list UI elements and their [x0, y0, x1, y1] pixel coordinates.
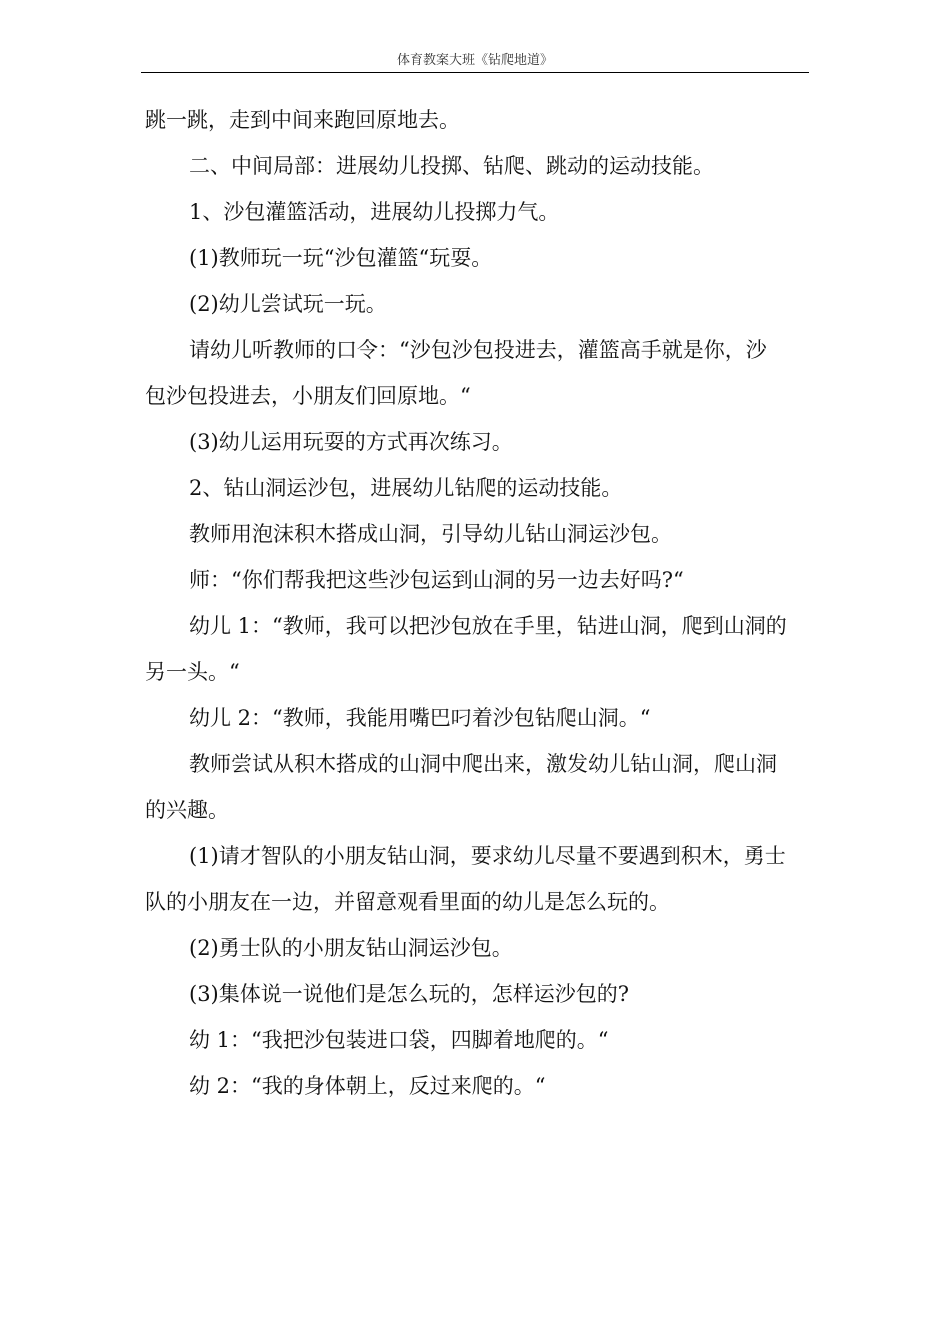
text-line: (1)教师玩一玩“沙包灌篮“玩耍。	[189, 246, 493, 270]
page-header-title: 体育教案大班《钻爬地道》	[396, 53, 553, 68]
text-line: 幼 2：“我的身体朝上，反过来爬的。“	[189, 1074, 546, 1098]
text-line: 包沙包投进去，小朋友们回原地。“	[145, 384, 471, 408]
text-line: 幼儿 2：“教师，我能用嘴巴叼着沙包钻爬山洞。“	[189, 706, 651, 730]
document-body	[145, 99, 809, 1111]
activity-heading: 2、钻山洞运沙包，进展幼儿钻爬的运动技能。	[189, 476, 623, 500]
text-line: 教师尝试从积木搭成的山洞中爬出来，激发幼儿钻山洞，爬山洞	[189, 752, 777, 776]
text-line: (1)请才智队的小朋友钻山洞，要求幼儿尽量不要遇到积木，勇士	[189, 844, 786, 868]
text-line: (3)集体说一说他们是怎么玩的，怎样运沙包的?	[189, 982, 630, 1006]
text-line: 请幼儿听教师的口令：“沙包沙包投进去，灌篮高手就是你，沙	[189, 338, 767, 362]
text-line: 跳一跳，走到中间来跑回原地去。	[145, 108, 460, 132]
text-line: 另一头。“	[145, 660, 240, 684]
section-heading: 二、中间局部：进展幼儿投掷、钻爬、跳动的运动技能。	[189, 154, 714, 178]
activity-heading: 1、沙包灌篮活动，进展幼儿投掷力气。	[189, 200, 560, 224]
text-line: (3)幼儿运用玩耍的方式再次练习。	[189, 430, 513, 454]
text-line: (2)勇士队的小朋友钻山洞运沙包。	[189, 936, 513, 960]
text-line: 师：“你们帮我把这些沙包运到山洞的另一边去好吗?“	[189, 568, 684, 592]
header-divider	[141, 72, 809, 73]
text-line: 队的小朋友在一边，并留意观看里面的幼儿是怎么玩的。	[145, 890, 670, 914]
text-line: 幼 1：“我把沙包装进口袋，四脚着地爬的。“	[189, 1028, 609, 1052]
text-line: 的兴趣。	[145, 798, 229, 822]
text-line: 教师用泡沫积木搭成山洞，引导幼儿钻山洞运沙包。	[189, 522, 672, 546]
text-line: 幼儿 1：“教师，我可以把沙包放在手里，钻进山洞，爬到山洞的	[189, 614, 787, 638]
text-line: (2)幼儿尝试玩一玩。	[189, 292, 387, 316]
